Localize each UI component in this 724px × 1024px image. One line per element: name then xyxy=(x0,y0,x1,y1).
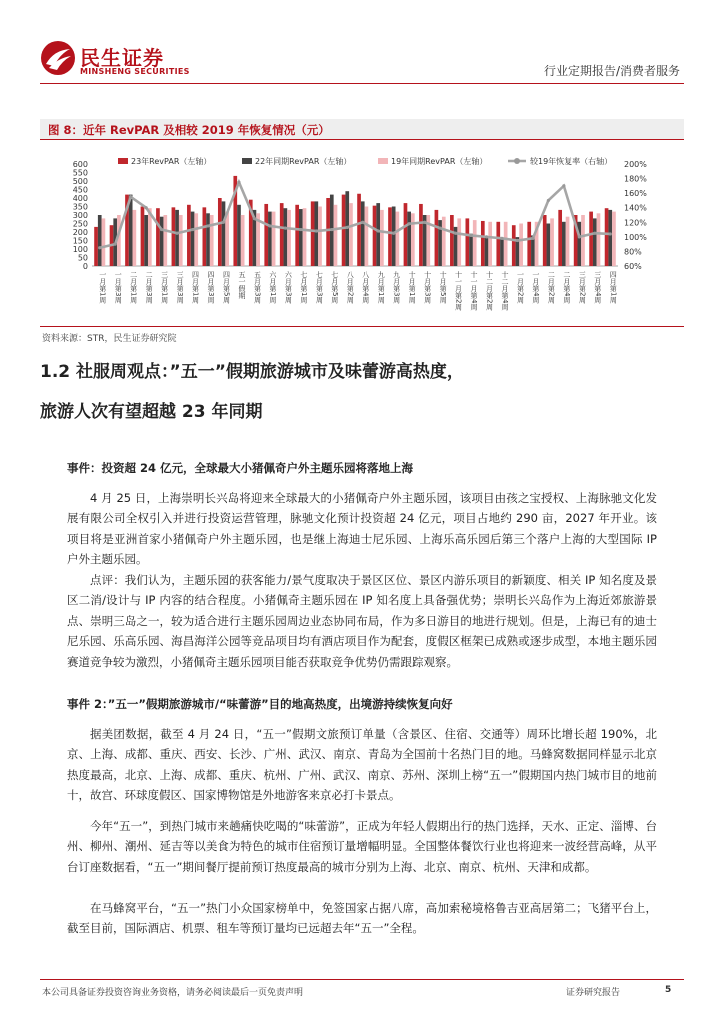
x-axis-category-label: 三月第4周 xyxy=(593,271,602,304)
bar-2022 xyxy=(531,235,535,266)
bar-2022 xyxy=(222,201,226,266)
recovery-rate-point xyxy=(114,243,117,246)
bar-2019 xyxy=(102,218,106,266)
bar-2019 xyxy=(272,212,276,266)
recovery-rate-point xyxy=(609,232,612,235)
bar-2022 xyxy=(547,224,551,267)
revpar-chart xyxy=(40,148,684,323)
recovery-rate-point xyxy=(175,232,178,235)
recovery-rate-point xyxy=(531,237,534,240)
x-axis-category-label: 四月第1周 xyxy=(609,271,618,304)
event1-paragraph1: 4 月 25 日，上海崇明长兴岛将迎来全球最大的小猪佩奇户外主题乐园，该项目由孩之宝授权、上海脉驰文化发展有限公司全权引入并进行投资运营管理，脉驰文化预计投资超 24 亿元，项目占地约 290 亩，2027 年开业。该项目将是亚洲首家小猪佩奇户外主题乐园，也是继上海迪士尼乐园、上海乐高乐园后第三个落户上海的大型国际 IP 户外主题乐园。 xyxy=(67,491,657,567)
recovery-rate-point xyxy=(191,228,194,231)
bar-2022 xyxy=(284,208,288,266)
header-divider xyxy=(40,83,684,84)
recovery-rate-point xyxy=(377,229,380,232)
bar-2019 xyxy=(163,215,167,266)
bar-2019 xyxy=(519,224,523,267)
recovery-rate-point xyxy=(408,222,411,225)
bar-2019 xyxy=(380,210,384,266)
bar-2019 xyxy=(411,213,415,266)
minsheng-logo-icon xyxy=(40,40,76,76)
figure-bottom-rule xyxy=(40,326,684,327)
bar-2019 xyxy=(194,213,198,266)
recovery-rate-point xyxy=(160,228,163,231)
bar-2023 xyxy=(466,218,470,266)
bar-2019 xyxy=(442,217,446,266)
logo-en-text: MINSHENG SECURITIES xyxy=(80,67,190,76)
bar-2022 xyxy=(237,205,241,266)
recovery-rate-point xyxy=(578,235,581,238)
bar-2023 xyxy=(156,208,160,266)
bar-2019 xyxy=(334,205,338,266)
x-axis-category-label: 二月第3周 xyxy=(145,271,154,304)
x-axis-category-label: 十月第3周 xyxy=(423,271,432,304)
bar-2023 xyxy=(481,221,485,266)
bar-2019 xyxy=(566,217,570,266)
x-axis-category-label: 十二月第2周 xyxy=(485,271,494,311)
recovery-rate-point xyxy=(206,224,209,227)
bar-2019 xyxy=(225,212,229,266)
recovery-rate-point xyxy=(423,221,426,224)
right-axis-tick-label: 60% xyxy=(624,262,642,271)
recovery-rate-point xyxy=(299,228,302,231)
left-axis-tick-label: 0 xyxy=(82,262,88,271)
bar-2022 xyxy=(376,203,380,266)
bar-2019 xyxy=(210,215,214,266)
event2-paragraph3: 在马蜂窝平台，“五一”热门小众国家榜单中，免签国家占据八席，高加索秘境格鲁吉亚高居第二；飞猪平台上，截至目前，国际酒店、机票、租车等预订量均已远超去年“五一”全程。 xyxy=(67,901,657,936)
bar-2022 xyxy=(361,201,365,266)
x-axis-category-label: 八月第2周 xyxy=(346,271,355,304)
x-axis-category-label: 一月第1周 xyxy=(98,271,107,304)
x-axis-category-label: 六月第3周 xyxy=(284,271,293,304)
recovery-rate-point xyxy=(593,232,596,235)
legend-swatch-marker xyxy=(514,158,520,164)
bar-2022 xyxy=(608,210,612,266)
legend-label: 22年同期RevPAR（左轴） xyxy=(255,157,352,166)
recovery-rate-point xyxy=(485,235,488,238)
page-header xyxy=(0,0,724,90)
right-axis-tick-label: 160% xyxy=(624,189,647,199)
x-axis-category-label: 一月第3周 xyxy=(114,271,123,304)
recovery-rate-point xyxy=(330,228,333,231)
x-axis-category-label: 四月第5周 xyxy=(222,271,231,304)
bar-2019 xyxy=(612,212,616,266)
bar-2023 xyxy=(311,201,315,266)
bar-2022 xyxy=(206,213,210,266)
bar-2019 xyxy=(133,210,137,266)
bar-2022 xyxy=(268,212,272,266)
x-axis-category-label: 七月第1周 xyxy=(299,271,308,304)
right-axis-tick-label: 80% xyxy=(624,247,642,257)
bar-2023 xyxy=(203,207,207,266)
bar-2023 xyxy=(172,207,176,266)
left-axis-tick-label: 50 xyxy=(77,253,88,263)
bar-2023 xyxy=(342,195,346,266)
footer-label: 证券研究报告 xyxy=(566,988,621,998)
bar-2022 xyxy=(144,215,148,266)
bar-2019 xyxy=(396,212,400,266)
bar-2023 xyxy=(280,203,284,266)
figure-source: 资料来源：STR，民生证券研究院 xyxy=(42,334,177,344)
left-axis-tick-label: 200 xyxy=(72,228,88,237)
bar-2022 xyxy=(469,234,473,266)
left-axis-tick-label: 450 xyxy=(72,185,88,195)
right-axis-tick-label: 140% xyxy=(624,203,647,213)
bar-2022 xyxy=(485,237,489,266)
recovery-rate-point xyxy=(500,237,503,240)
recovery-rate-point xyxy=(516,239,519,242)
bar-2023 xyxy=(141,207,145,267)
bar-2023 xyxy=(496,222,500,266)
bar-2019 xyxy=(504,222,508,266)
bar-2019 xyxy=(179,215,183,266)
x-axis-category-label: 七月第3周 xyxy=(315,271,324,304)
bar-2019 xyxy=(581,215,585,266)
left-axis-tick-label: 550 xyxy=(72,168,88,178)
left-axis-tick-label: 600 xyxy=(72,160,88,169)
right-axis-tick-label: 100% xyxy=(624,232,647,242)
bar-2022 xyxy=(500,239,504,266)
bar-2022 xyxy=(593,218,597,266)
bar-2019 xyxy=(365,207,369,267)
recovery-rate-point xyxy=(562,184,565,187)
x-axis-category-label: 三月第2周 xyxy=(578,271,587,304)
recovery-rate-point xyxy=(547,199,550,202)
bar-2023 xyxy=(326,198,330,266)
bar-2023 xyxy=(404,203,408,266)
bar-2023 xyxy=(94,227,98,266)
x-axis-category-label: 二月第1周 xyxy=(129,271,138,304)
bar-2019 xyxy=(597,213,601,266)
recovery-rate-point xyxy=(145,206,148,209)
x-axis-category-label: 九月第3周 xyxy=(392,271,401,304)
bar-2019 xyxy=(349,203,353,266)
x-axis-category-label: 一月第4周 xyxy=(531,271,540,304)
bar-2019 xyxy=(318,207,322,267)
right-axis-tick-label: 180% xyxy=(624,174,647,184)
bar-2019 xyxy=(473,220,477,266)
recovery-rate-point xyxy=(253,217,256,220)
x-axis-category-label: 七月第5周 xyxy=(330,271,339,304)
x-axis-category-label: 九月第1周 xyxy=(377,271,386,304)
recovery-rate-point xyxy=(361,221,364,224)
left-axis-tick-label: 400 xyxy=(72,194,88,203)
bar-2023 xyxy=(543,215,547,266)
bar-2022 xyxy=(299,209,303,266)
left-axis-tick-label: 150 xyxy=(72,236,88,246)
section-heading xyxy=(40,352,690,432)
x-axis-category-label: 十月第1周 xyxy=(408,271,417,304)
x-axis-category-label: 十一月第2周 xyxy=(454,271,463,311)
bar-2022 xyxy=(175,210,179,266)
recovery-rate-point xyxy=(469,234,472,237)
bar-2022 xyxy=(407,212,411,266)
x-axis-category-label: 五月第3周 xyxy=(253,271,262,304)
recovery-rate-point xyxy=(438,227,441,230)
logo-cn-text: 民生证券 xyxy=(80,46,164,70)
x-axis-category-label: 一月第2周 xyxy=(516,271,525,304)
bar-2022 xyxy=(562,222,566,266)
bar-2022 xyxy=(129,195,133,266)
event1-title: 事件：投资超 24 亿元，全球最大小猪佩奇户外主题乐园将落地上海 xyxy=(67,461,414,475)
x-axis-category-label: 四月第1周 xyxy=(191,271,200,304)
x-axis-category-label: 四月第3周 xyxy=(207,271,216,304)
x-axis-category-label: 十二月第4周 xyxy=(500,271,509,311)
bar-2022 xyxy=(160,217,164,266)
recovery-rate-point xyxy=(129,195,132,198)
footer-divider xyxy=(40,979,684,980)
recovery-rate-point xyxy=(392,232,395,235)
figure-top-rule xyxy=(40,139,684,140)
bar-2023 xyxy=(605,208,609,266)
bar-2022 xyxy=(98,215,102,266)
x-axis-category-label: 八月第4周 xyxy=(361,271,370,304)
bar-2023 xyxy=(450,215,454,266)
bar-2022 xyxy=(191,212,195,266)
left-axis-tick-label: 100 xyxy=(72,245,88,254)
figure-title: 图 8：近年 RevPAR 及相较 2019 年恢复情况（元） xyxy=(40,119,684,139)
bar-2019 xyxy=(457,218,461,266)
recovery-rate-point xyxy=(284,227,287,230)
x-axis-category-label: 十一月第4周 xyxy=(470,271,479,311)
left-axis-tick-label: 300 xyxy=(72,211,88,220)
bar-2023 xyxy=(512,225,516,266)
right-axis-tick-label: 120% xyxy=(624,218,647,228)
legend-swatch xyxy=(378,158,388,164)
legend-swatch xyxy=(118,158,128,164)
legend-label: 较19年恢复率（右轴） xyxy=(530,157,613,166)
bar-2023 xyxy=(187,205,191,266)
recovery-rate-point xyxy=(237,181,240,184)
bar-2022 xyxy=(314,201,318,266)
right-axis-tick-label: 200% xyxy=(624,160,647,169)
x-axis-category-label: 二月第4周 xyxy=(562,271,571,304)
x-axis-category-label: 十月第5周 xyxy=(439,271,448,304)
recovery-rate-point xyxy=(268,224,271,227)
bar-2023 xyxy=(558,210,562,266)
event2-title: 事件 2：”五一”假期旅游城市/“味蕾游”目的地高热度，出境游持续恢复向好 xyxy=(67,697,453,711)
bar-2019 xyxy=(488,222,492,266)
event2-paragraph1: 据美团数据，截至 4 月 24 日，“五一”假期文旅预订单量（含景区、住宿、交通等）周环比增长超 190%，北京、上海、成都、重庆、西安、长沙、广州、武汉、南京、青岛为全国前十名热门目的地。马蜂窝数据同样显示北京热度最高，北京、上海、成都、重庆、杭州、广州、武汉、南京、苏州、深圳上榜“五一”假期国内热门城市目的地前十，故宫、环球度假区、国家博物馆是外地游客来京必打卡景点。 xyxy=(67,727,657,803)
recovery-rate-point xyxy=(222,221,225,224)
bar-2023 xyxy=(527,222,531,266)
bar-2023 xyxy=(373,206,377,266)
recovery-rate-point xyxy=(98,246,101,249)
bar-2019 xyxy=(287,210,291,266)
legend-swatch xyxy=(242,158,252,164)
x-axis-category-label: 三月第1周 xyxy=(160,271,169,304)
section-heading-line2: 旅游人次有望超越 23 年同期 xyxy=(40,402,263,422)
page-number: 5 xyxy=(665,985,672,995)
legend-label: 23年RevPAR（左轴） xyxy=(131,157,212,166)
x-axis-category-label: 五一假期 xyxy=(237,271,246,299)
left-axis-tick-label: 500 xyxy=(72,177,88,186)
bar-2023 xyxy=(295,205,299,266)
bar-2023 xyxy=(435,210,439,266)
recovery-rate-point xyxy=(346,226,349,229)
x-axis-category-label: 二月第2周 xyxy=(547,271,556,304)
bar-2023 xyxy=(264,204,268,266)
event2-paragraph2: 今年“五一”，到热门城市来趟痛快吃喝的“味蕾游”，正成为年轻人假期出行的热门选择，天水、正定、淄博、台州、柳州、潮州、延吉等以美食为特色的城市住宿预订量增幅明显。全国整体餐饮行业也将迎来一波经营高峰，从平台订座数据看，“五一”期间餐厅提前预订热度最高的城市分别为上海、北京、南京、杭州、天津和成都。 xyxy=(67,819,657,874)
bar-2023 xyxy=(218,198,222,266)
event1-paragraph2: 点评：我们认为，主题乐园的获客能力/景气度取决于景区区位、景区内游乐项目的新颖度、相关 IP 知名度及景区二消/设计与 IP 内容的结合程度。小猪佩奇主题乐园在 IP 知名度上具备强优势；崇明长兴岛作为上海近郊旅游景点、崇明三岛之一，较为适合进行主题乐园周边业态协同布局，作为多日游目的地进行规划。但是，上海已有的迪士尼乐园、乐高乐园、海昌海洋公园等竞品项目均有酒店项目作为配套，度假区框架已成熟或逐步成型，本地主题乐园赛道竞争较为激烈，小猪佩奇主题乐园项目能否获取竞争优势仍需跟踪观察。 xyxy=(67,573,657,669)
footer-disclaimer: 本公司具备证券投资咨询业务资格，请务必阅读最后一页免责声明 xyxy=(42,988,304,998)
bar-2023 xyxy=(357,194,361,266)
legend-label: 19年同期RevPAR（左轴） xyxy=(391,157,488,166)
bar-2023 xyxy=(419,204,423,266)
bar-2019 xyxy=(303,208,307,266)
report-type: 行业定期报告/消费者服务 xyxy=(543,64,680,78)
bar-2019 xyxy=(550,218,554,266)
bar-2019 xyxy=(241,215,245,266)
section-heading-line1: 1.2 社服周观点：”五一”假期旅游城市及味蕾游高热度， xyxy=(40,362,464,382)
bar-2023 xyxy=(388,207,392,266)
x-axis-category-label: 六月第1周 xyxy=(268,271,277,304)
bar-2022 xyxy=(392,207,396,267)
recovery-rate-point xyxy=(454,232,457,235)
left-axis-tick-label: 350 xyxy=(72,202,88,212)
left-axis-tick-label: 250 xyxy=(72,219,88,229)
x-axis-category-label: 三月第3周 xyxy=(176,271,185,304)
bar-2023 xyxy=(589,212,593,266)
recovery-rate-point xyxy=(315,229,318,232)
